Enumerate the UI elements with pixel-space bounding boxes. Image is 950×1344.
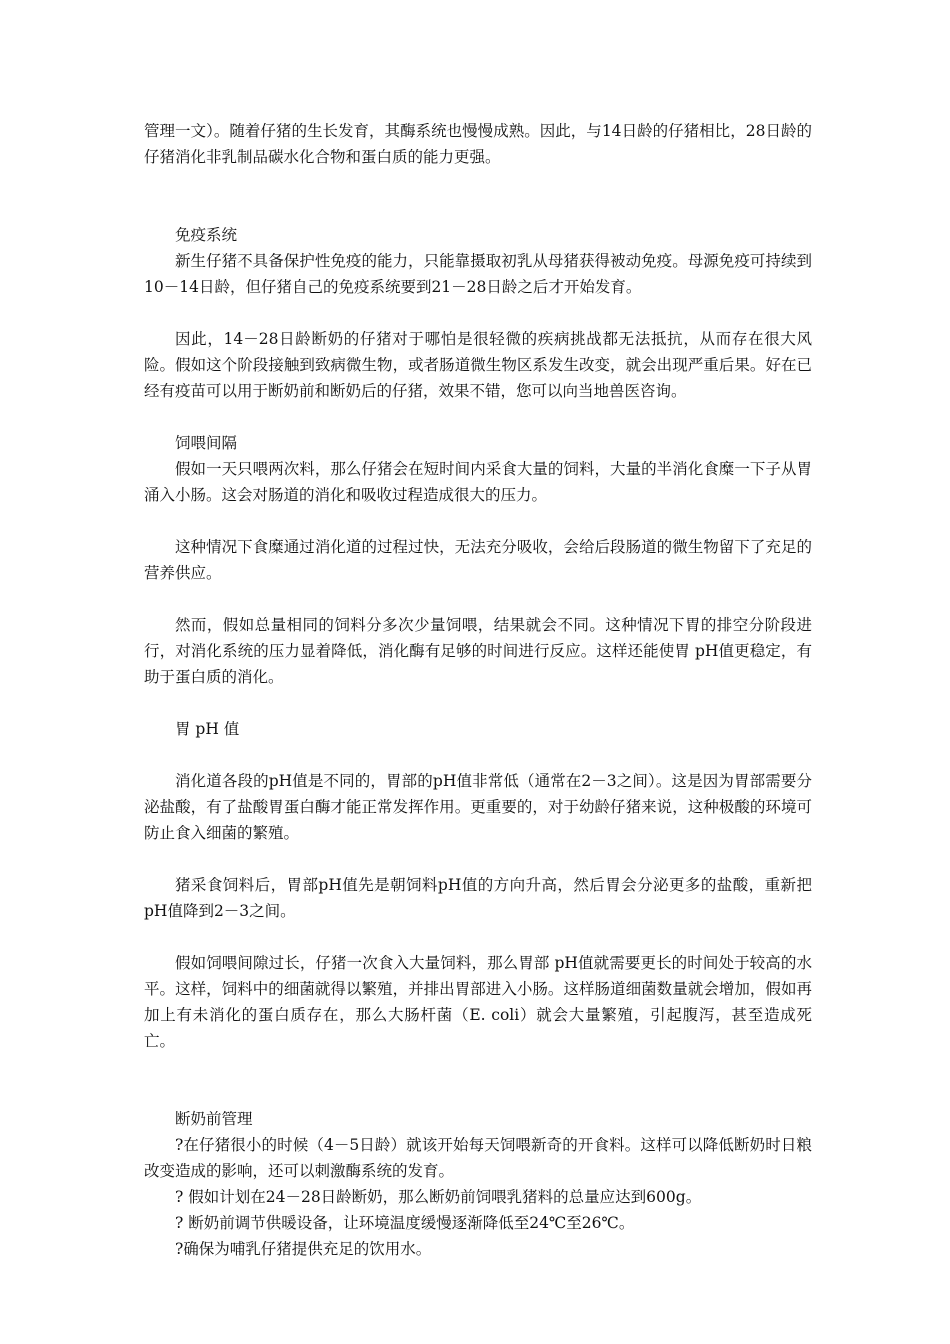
bullet-creep-feed: ?在仔猪很小的时候（4－5日龄）就该开始每天饲喂新奇的开食料。这样可以降低断奶时日粮改变造成的影响，还可以刺激酶系统的发育。 [144, 1136, 812, 1180]
spacer [144, 846, 812, 872]
spacer [144, 300, 812, 326]
bullet-feed-total: ? 假如计划在24－28日龄断奶，那么断奶前饲喂乳猪料的总量应达到600g。 [175, 1188, 702, 1206]
spacer [144, 924, 812, 950]
paragraph-passive-immunity: 新生仔猪不具备保护性免疫的能力，只能靠摄取初乳从母猪获得被动免疫。母源免疫可持续到10－14日龄，但仔猪自己的免疫系统要到21－28日龄之后才开始发育。 [144, 252, 812, 296]
heading-stomach-ph: 胃 pH 值 [175, 720, 240, 738]
bullet-drinking-water: ?确保为哺乳仔猪提供充足的饮用水。 [175, 1240, 432, 1258]
paragraph-long-interval: 假如饲喂间隙过长，仔猪一次食入大量饲料，那么胃部 pH值就需要更长的时间处于较高的水平。这样，饲料中的细菌就得以繁殖，并排出胃部进入小肠。这样肠道细菌数量就会增加，假如再加上有未消化的蛋白质存在，那么大肠杆菌（E. coli）就会大量繁殖，引起腹泻，甚至造成死亡。 [144, 954, 812, 1050]
spacer [144, 586, 812, 612]
heading-preweaning-management: 断奶前管理 [175, 1110, 253, 1128]
spacer [144, 170, 812, 222]
heading-immune-system: 免疫系统 [175, 226, 238, 244]
spacer [144, 1054, 812, 1106]
paragraph-weaning-risk: 因此，14－28日龄断奶的仔猪对于哪怕是很轻微的疾病挑战都无法抵抗，从而存在很大风险。假如这个阶段接触到致病微生物，或者肠道微生物区系发生改变，就会出现严重后果。好在已经有疫苗可以用于断奶前和断奶后的仔猪，效果不错，您可以向当地兽医咨询。 [144, 330, 812, 400]
spacer [144, 742, 812, 768]
paragraph-ph-after-feeding: 猪采食饲料后，胃部pH值先是朝饲料pH值的方向升高，然后胃会分泌更多的盐酸，重新把pH值降到2－3之间。 [144, 876, 812, 920]
paragraph-fast-passage: 这种情况下食糜通过消化道的过程过快，无法充分吸收，会给后段肠道的微生物留下了充足的营养供应。 [144, 538, 812, 582]
heading-feeding-interval: 饲喂间隔 [175, 434, 238, 452]
paragraph-two-feeds: 假如一天只喂两次料，那么仔猪会在短时间内采食大量的饲料，大量的半消化食糜一下子从胃涌入小肠。这会对肠道的消化和吸收过程造成很大的压力。 [144, 460, 812, 504]
document-page [144, 118, 812, 1262]
paragraph-frequent-feeding: 然而，假如总量相同的饲料分多次少量饲喂，结果就会不同。这种情况下胃的排空分阶段进行，对消化系统的压力显着降低，消化酶有足够的时间进行反应。这样还能使胃 pH值更稳定，有助于蛋白质的消化。 [144, 616, 812, 686]
paragraph-ph-levels: 消化道各段的pH值是不同的，胃部的pH值非常低（通常在2－3之间）。这是因为胃部需要分泌盐酸，有了盐酸胃蛋白酶才能正常发挥作用。更重要的，对于幼龄仔猪来说，这种极酸的环境可防止食入细菌的繁殖。 [144, 772, 812, 842]
bullet-temperature: ? 断奶前调节供暖设备，让环境温度缓慢逐渐降低至24℃至26℃。 [175, 1214, 635, 1232]
spacer [144, 690, 812, 716]
paragraph-enzyme-maturity: 管理一文）。随着仔猪的生长发育，其酶系统也慢慢成熟。因此，与14日龄的仔猪相比，28日龄的仔猪消化非乳制品碳水化合物和蛋白质的能力更强。 [144, 122, 812, 166]
spacer [144, 508, 812, 534]
spacer [144, 404, 812, 430]
